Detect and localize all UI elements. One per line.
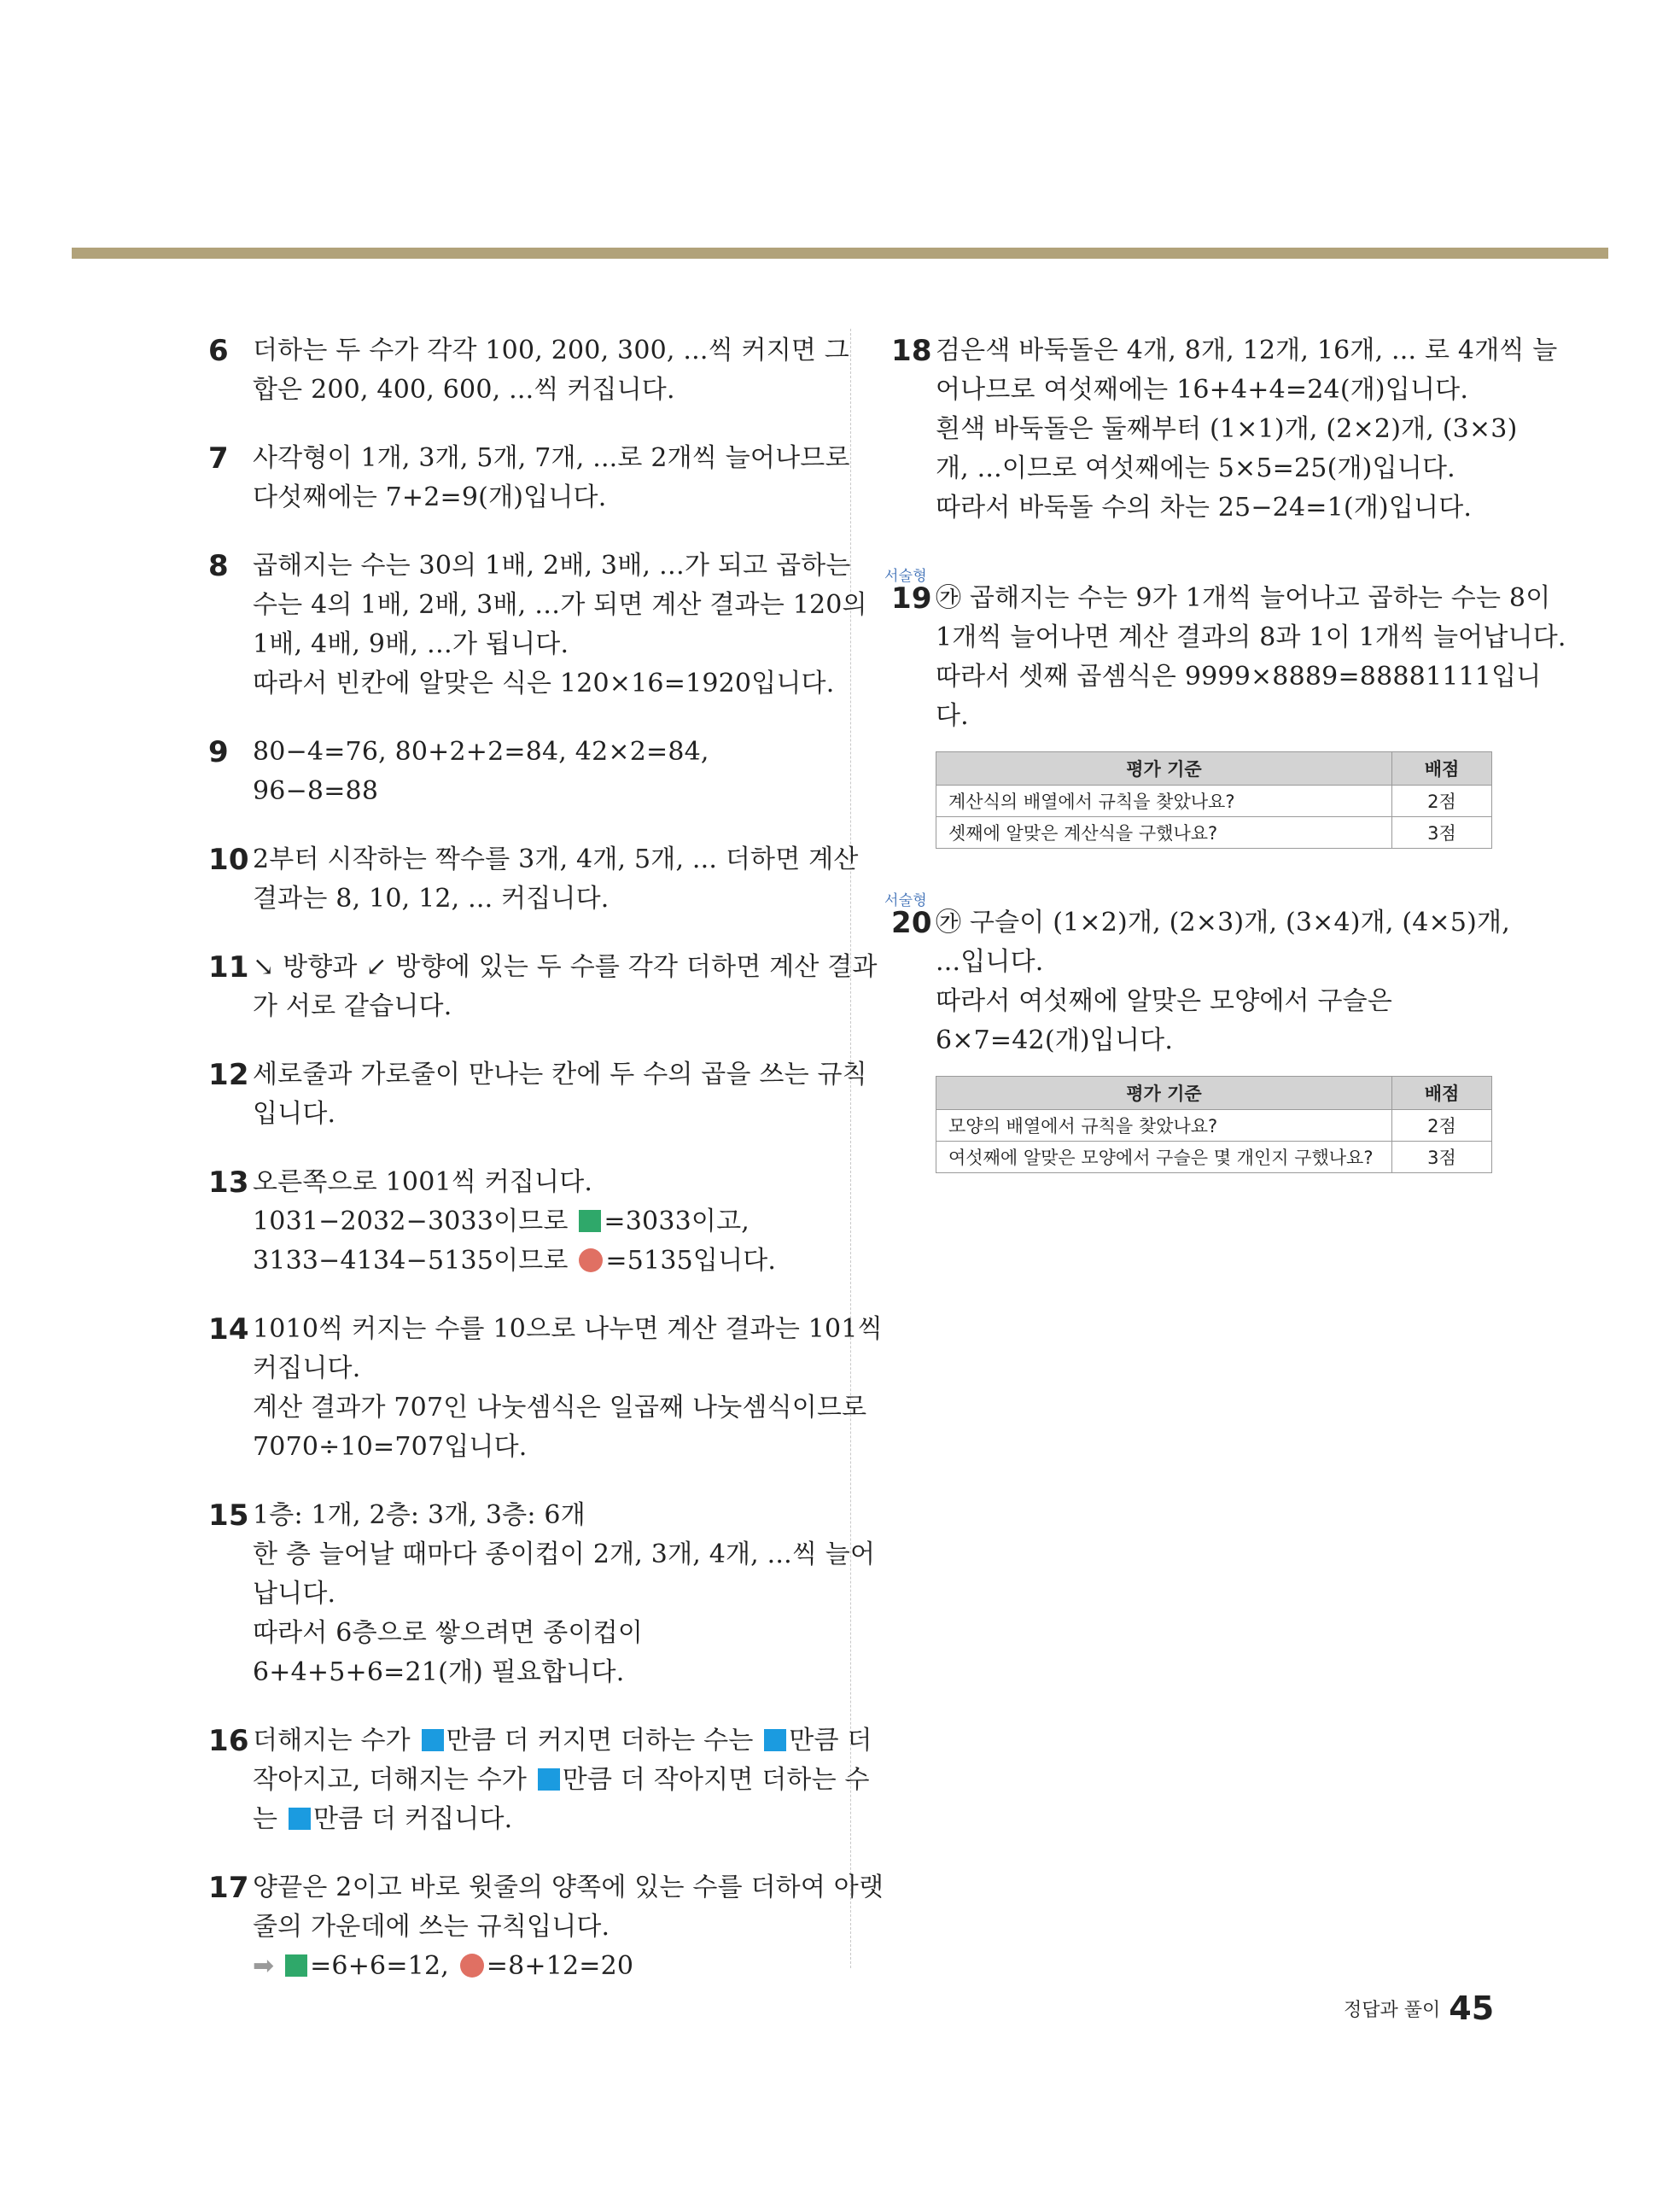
text-segment: 3133−4134−5135이므로: [253, 1246, 569, 1276]
text-line: 곱해지는 수는 30의 1배, 2배, 3배, …가 되고 곱하는: [253, 551, 851, 581]
answer-10: [208, 840, 859, 919]
answer-14: [208, 1310, 883, 1467]
text-line: [253, 1242, 819, 1281]
text-line: 1개씩 늘어나면 계산 결과의 8과 1이 1개씩 늘어납니다.: [936, 622, 1566, 652]
text-line: [253, 1202, 819, 1242]
answer-18: [891, 331, 1558, 528]
text-line: 2부터 시작하는 짝수를 3개, 4개, 5개, ... 더하면 계산: [253, 844, 859, 874]
text-segment: 만큼 더: [789, 1726, 872, 1756]
text-line: 따라서 빈칸에 알맞은 식은 120×16=1920입니다.: [253, 669, 835, 698]
header-rule: [72, 248, 1608, 259]
text-line: 양끝은 2이고 바로 윗줄의 양쪽에 있는 수를 더하여 아랫: [253, 1873, 884, 1902]
table-header-row: [936, 752, 1492, 786]
text-line: 검은색 바둑돌은 4개, 8개, 12개, 16개, ... 로 4개씩 늘: [936, 336, 1558, 365]
text-line: 80−4=76, 80+2+2=84, 42×2=84,: [253, 737, 709, 767]
item-number: 14: [208, 1312, 249, 1347]
text-line: 어나므로 여섯째에는 16+4+4=24(개)입니다.: [936, 375, 1469, 405]
footer-label: 정답과 풀이: [1344, 2000, 1441, 2021]
item-number: 12: [208, 1058, 249, 1092]
item-number: 17: [208, 1871, 249, 1905]
text-line: 1010씩 커지는 수를 10으로 나누면 계산 결과는 101씩: [253, 1314, 883, 1344]
text-segment: =5135입니다.: [605, 1246, 777, 1276]
green-square-icon: [285, 1954, 307, 1977]
item-number: 11: [208, 950, 249, 984]
text-line: 다.: [936, 701, 969, 731]
left-column: [208, 331, 884, 1986]
right-column: [884, 331, 1566, 1173]
text-segment: 는: [253, 1804, 278, 1834]
table-row: [936, 817, 1492, 849]
text-line: 6+4+5+6=21(개) 필요합니다.: [253, 1657, 625, 1687]
table-row: [936, 1142, 1492, 1173]
item-number: 7: [208, 441, 229, 476]
green-square-icon: [579, 1210, 601, 1232]
answer-12: [208, 1055, 867, 1134]
text-segment: 만큼 더 커집니다.: [312, 1804, 513, 1834]
text-line: 흰색 바둑돌은 둘째부터 (1×1)개, (2×2)개, (3×3): [936, 414, 1518, 444]
answer-19: [884, 568, 1566, 736]
scoring-table: [936, 1076, 1492, 1173]
text-line: 계산 결과가 707인 나눗셈식은 일곱째 나눗셈식이므로: [253, 1393, 867, 1423]
answer-11: [208, 948, 878, 1026]
red-circle-icon: [579, 1248, 603, 1272]
table-cell: 셋째에 알맞은 계산식을 구했나요?: [936, 817, 1392, 849]
text-line: 1층: 1개, 2층: 3개, 3층: 6개: [253, 1500, 586, 1530]
blue-square-icon: [538, 1768, 560, 1791]
table-row: [936, 786, 1492, 817]
text-line: 개, ...이므로 여섯째에는 5×5=25(개)입니다.: [936, 453, 1455, 483]
item-number: 16: [208, 1724, 249, 1758]
table-cell: 계산식의 배열에서 규칙을 찾았나요?: [936, 786, 1392, 817]
text-line: ㉮ 구슬이 (1×2)개, (2×3)개, (3×4)개, (4×5)개,: [936, 908, 1510, 938]
table-cell: 3점: [1392, 817, 1492, 849]
text-line: ...입니다.: [936, 947, 1044, 977]
text-line: 납니다.: [253, 1579, 336, 1609]
table-row: [936, 1110, 1492, 1142]
item-number: 9: [208, 735, 229, 769]
item-number: 10: [208, 843, 249, 877]
text-line: 7070÷10=707입니다.: [253, 1432, 528, 1462]
red-circle-icon: [460, 1954, 484, 1978]
text-line: 커집니다.: [253, 1353, 361, 1383]
text-line: 따라서 6층으로 쌓으려면 종이컵이: [253, 1618, 644, 1648]
answer-17: [208, 1868, 884, 1986]
item-number: 6: [208, 334, 229, 368]
page-footer: [1344, 1989, 1494, 2027]
table-cell: 3점: [1392, 1142, 1492, 1173]
text-line: 따라서 여섯째에 알맞은 모양에서 구슬은: [936, 986, 1393, 1016]
text-line: [253, 1761, 870, 1800]
text-segment: 더해지는 수가: [253, 1726, 411, 1756]
text-line: 결과는 8, 10, 12, ... 커집니다.: [253, 884, 610, 914]
scoring-table: [936, 751, 1492, 849]
table-cell: 2점: [1392, 1110, 1492, 1142]
table-header-row: [936, 1077, 1492, 1110]
text-segment: =8+12=20: [486, 1951, 634, 1981]
text-line: 더하는 두 수가 각각 100, 200, 300, ...씩 커지면 그: [253, 336, 849, 365]
answer-7: [208, 439, 850, 517]
table-header-criteria: 평가 기준: [936, 1077, 1392, 1110]
table-header-points: 배점: [1392, 752, 1492, 786]
text-segment: =3033이고,: [604, 1207, 750, 1236]
item-number: 19: [891, 581, 932, 616]
text-line: [253, 1800, 819, 1839]
text-line: [253, 1947, 819, 1986]
text-line: 다섯째에는 7+2=9(개)입니다.: [253, 482, 607, 512]
text-line: 오른쪽으로 1001씩 커집니다.: [253, 1167, 593, 1197]
blue-square-icon: [289, 1808, 311, 1830]
text-line: 합은 200, 400, 600, ...씩 커집니다.: [253, 375, 675, 405]
answer-13: [208, 1163, 819, 1281]
text-line: 한 층 늘어날 때마다 종이컵이 2개, 3개, 4개, ...씩 늘어: [253, 1540, 876, 1569]
text-line: 1배, 4배, 9배, …가 됩니다.: [253, 629, 569, 659]
text-segment: 1031−2032−3033이므로: [253, 1207, 569, 1236]
text-line: 수는 4의 1배, 2배, 3배, …가 되면 계산 결과는 120의: [253, 590, 867, 620]
text-segment: 만큼 더 커지면 더하는 수는: [446, 1726, 754, 1756]
text-line: ㉮ 곱해지는 수는 9가 1개씩 늘어나고 곱하는 수는 8이: [936, 583, 1551, 613]
text-segment: 작아지고, 더해지는 수가: [253, 1765, 528, 1795]
blue-square-icon: [422, 1729, 444, 1751]
table-header-points: 배점: [1392, 1077, 1492, 1110]
text-line: ↘ 방향과 ↙ 방향에 있는 두 수를 각각 더하면 계산 결과: [253, 952, 878, 982]
item-number: 13: [208, 1166, 249, 1200]
item-number: 18: [891, 334, 932, 368]
table-cell: 모양의 배열에서 규칙을 찾았나요?: [936, 1110, 1392, 1142]
item-number: 20: [891, 906, 932, 940]
text-segment: 만큼 더 작아지면 더하는 수: [562, 1765, 870, 1795]
answer-8: [208, 546, 867, 704]
answer-16: [208, 1721, 872, 1839]
item-number: 8: [208, 549, 229, 583]
answer-20: [884, 892, 1510, 1060]
text-line: 따라서 셋째 곱셈식은 9999×8889=88881111입니: [936, 662, 1542, 692]
answer-6: [208, 331, 849, 410]
table-header-criteria: 평가 기준: [936, 752, 1392, 786]
text-line: 입니다.: [253, 1099, 336, 1129]
blue-square-icon: [764, 1729, 786, 1751]
text-line: 사각형이 1개, 3개, 5개, 7개, ...로 2개씩 늘어나므로: [253, 443, 850, 473]
table-cell: 여섯째에 알맞은 모양에서 구슬은 몇 개인지 구했나요?: [936, 1142, 1392, 1173]
text-line: 6×7=42(개)입니다.: [936, 1025, 1174, 1055]
answer-15: [208, 1496, 876, 1692]
text-line: 줄의 가운데에 쓰는 규칙입니다.: [253, 1912, 610, 1942]
essay-type-tag: 서술형: [884, 892, 927, 909]
text-line: 96−8=88: [253, 776, 379, 806]
text-line: 가 서로 같습니다.: [253, 991, 452, 1021]
text-line: 세로줄과 가로줄이 만나는 칸에 두 수의 곱을 쓰는 규칙: [253, 1060, 867, 1090]
page-number: 45: [1449, 1989, 1495, 2027]
arrow-right-icon: ➡: [253, 1951, 275, 1981]
essay-type-tag: 서술형: [884, 568, 927, 585]
table-cell: 2점: [1392, 786, 1492, 817]
text-line: 따라서 바둑돌 수의 차는 25−24=1(개)입니다.: [936, 493, 1473, 523]
answer-9: [208, 733, 819, 811]
item-number: 15: [208, 1499, 249, 1533]
text-line: [253, 1721, 872, 1761]
text-segment: =6+6=12,: [310, 1951, 449, 1981]
